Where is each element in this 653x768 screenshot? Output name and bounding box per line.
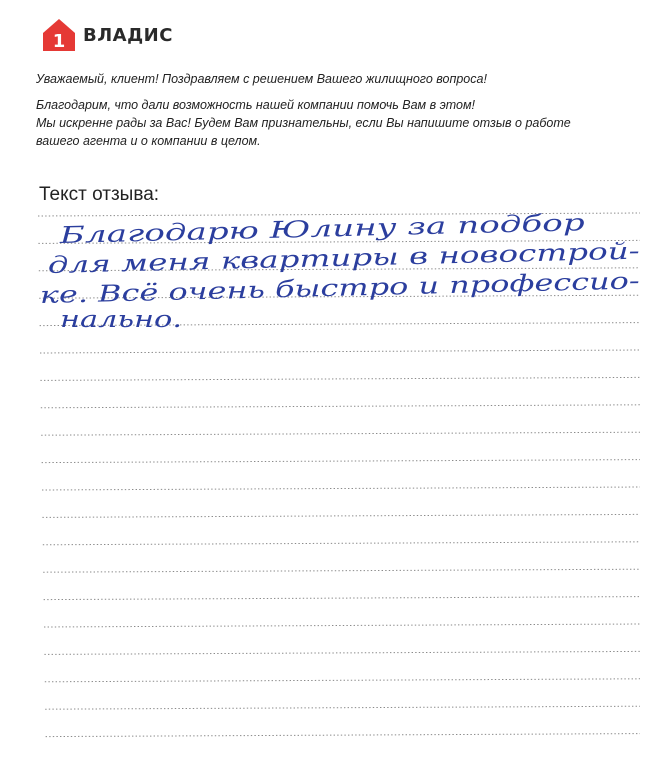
handwritten-line-1: Благодарю Юлину за подбор (59, 214, 414, 249)
greeting-line: Уважаемый, клиент! Поздравляем с решением Вашего жилищного вопроса! (36, 72, 487, 86)
request-line-cont: вашего агента и о компании в целом. (36, 134, 261, 148)
brand-name: ВЛАДИС (83, 24, 173, 46)
handwritten-line-2: для меня квартиры в новострой- (47, 242, 466, 279)
brand-mark: 1 (52, 31, 66, 52)
thanks-line: Благодарим, что дали возможность нашей компании помочь Вам в этом! (36, 98, 476, 112)
review-heading: Текст отзыва: (39, 184, 160, 205)
handwritten-line-4: нально. (60, 307, 182, 333)
handwritten-line-3: ке. Всё очень быстро и профессио- (39, 272, 473, 309)
request-line: Мы искренне рады за Вас! Будем Вам признательны, если Вы напишите отзыв о работе (36, 116, 571, 130)
